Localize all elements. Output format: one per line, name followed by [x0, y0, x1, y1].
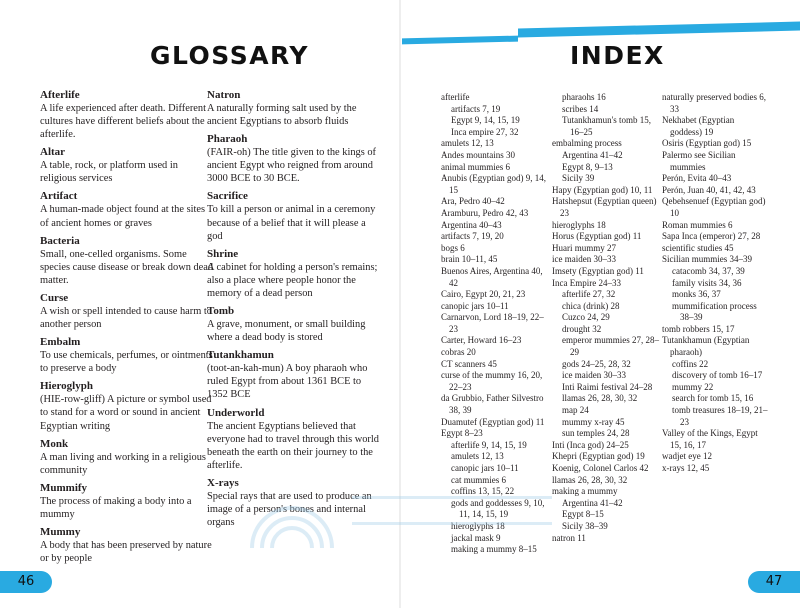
- index-entry: naturally preserved bodies 6, 33: [662, 92, 766, 114]
- index-entry: canopic jars 10–11: [441, 300, 509, 311]
- index-subentry: coffins 13, 15, 22: [451, 486, 515, 497]
- glossary-term: Embalm: [40, 336, 81, 349]
- index-subentry: sun temples 24, 28: [562, 428, 630, 439]
- index-entry: Perón, Evita 40–43: [662, 173, 732, 184]
- glossary-term: Mummy: [40, 525, 81, 538]
- glossary-term: Afterlife: [40, 89, 80, 101]
- glossary-definition: A life experienced after death. Different cultures have different beliefs about the afterlife.: [40, 103, 206, 141]
- glossary-entry: [40, 292, 215, 331]
- glossary-term: Bacteria: [40, 234, 80, 247]
- index-subentry: amulets 12, 13: [451, 451, 504, 462]
- index-subentry: gods 24–25, 28, 32: [562, 358, 631, 369]
- index-subentry: chica (drink) 28: [562, 300, 620, 311]
- index-entry: Sicilian mummies 34–39: [662, 254, 752, 265]
- index-subentry: llamas 26, 28, 30, 32: [562, 393, 638, 404]
- index-subentry: Inca empire 27, 32: [451, 126, 519, 137]
- index-entry: embalming process: [552, 138, 622, 149]
- index-subentry: coffins 22: [672, 358, 709, 369]
- glossary-definition: A wish or spell intended to cause harm to another person: [40, 305, 212, 331]
- glossary-term: Pharaoh: [207, 133, 248, 146]
- index-subentry: mummy 22: [672, 381, 714, 392]
- index-subentry: afterlife 27, 32: [562, 289, 616, 300]
- index-subentry: making a mummy 8–15: [451, 544, 537, 555]
- index-entry: animal mummies 6: [441, 161, 510, 172]
- glossary-definition: The process of making a body into a mummy: [40, 495, 192, 520]
- glossary-term: Shrine: [207, 247, 239, 260]
- glossary-definition: Small, one-celled organisms. Some species cause disease or break down dead matter.: [40, 248, 214, 286]
- watermark-logo: [232, 478, 572, 558]
- index-entry: bogs 6: [441, 242, 465, 253]
- index-subentry: monks 36, 37: [672, 289, 721, 300]
- glossary-entry: [40, 336, 215, 375]
- glossary-left-column: [40, 89, 215, 570]
- index-entry: Carnarvon, Lord 18–19, 22–23: [441, 312, 544, 334]
- index-entry: CT scanners 45: [441, 358, 497, 369]
- glossary-term: Artifact: [40, 190, 78, 203]
- glossary-term: Tomb: [207, 305, 235, 318]
- glossary-entry: [40, 146, 215, 185]
- index-entry: Egypt 8–23: [441, 428, 483, 439]
- index-entry: making a mummy: [552, 486, 618, 497]
- glossary-definition: (FAIR-oh) The title given to the kings of ancient Egypt who reigned from around 3000 BCE to 30 BCE.: [207, 147, 377, 185]
- index-entry: Inca Empire 24–33: [552, 277, 621, 288]
- glossary-term: X-rays: [207, 476, 239, 489]
- index-entry: Sapa Inca (emperor) 27, 28: [662, 231, 761, 242]
- index-subentry: family visits 34, 36: [672, 277, 742, 288]
- index-subentry: catacomb 34, 37, 39: [672, 265, 745, 276]
- index-subentry: Sicily 39: [562, 173, 595, 184]
- index-entry: ice maiden 30–33: [552, 254, 616, 265]
- index-entry: x-rays 12, 45: [662, 463, 710, 473]
- glossary-entry: [40, 190, 215, 229]
- index-subentry: hieroglyphs 18: [451, 520, 505, 531]
- index-entry: Osiris (Egyptian god) 15: [662, 138, 752, 149]
- index-subentry: scribes 14: [562, 103, 599, 114]
- index-entry: Imsety (Egyptian god) 11: [552, 265, 644, 276]
- glossary-term: Mummify: [40, 481, 88, 494]
- index-entry: Valley of the Kings, Egypt 15, 16, 17: [662, 428, 758, 450]
- index-entry: wadjet eye 12: [662, 451, 712, 462]
- glossary-definition: The ancient Egyptians believed that everyone had to travel through this world beneath the earth on their journey to the afterlife.: [207, 420, 379, 471]
- index-subentry: map 24: [562, 405, 589, 416]
- index-column: [662, 92, 768, 475]
- index-subentry: Cuzco 24, 29: [562, 312, 610, 323]
- glossary-entry: [207, 305, 382, 344]
- page-number-tab: [0, 571, 52, 593]
- glossary-term: Tutankhamun: [207, 349, 274, 362]
- index-subentry: tomb treasures 18–19, 21–23: [672, 405, 768, 427]
- index-entry: Ara, Pedro 40–42: [441, 196, 505, 207]
- glossary-definition: (toot-an-kah-mun) A boy pharaoh who ruled Egypt from about 1361 BCE to 1352 BCE: [207, 363, 368, 401]
- index-entry: Inti (Inca god) 24–25: [552, 439, 629, 450]
- index-entry: scientific studies 45: [662, 242, 734, 253]
- index-entry: hieroglyphs 18: [552, 219, 606, 230]
- page-number-tab: [748, 571, 800, 593]
- index-column: [552, 92, 660, 544]
- glossary-entry: [40, 482, 215, 521]
- glossary-entry: [207, 407, 382, 472]
- index-entry: artifacts 7, 19, 20: [441, 231, 504, 242]
- index-subentry: Tutankhamun's tomb 15, 16–25: [562, 115, 652, 137]
- glossary-entry: [207, 133, 382, 185]
- index-subentry: mummification process 38–39: [672, 300, 757, 323]
- index-title: INDEX: [570, 41, 665, 70]
- index-entry: Roman mummies 6: [662, 219, 733, 230]
- glossary-entry: [40, 380, 215, 432]
- index-entry: Hatshepsut (Egyptian queen) 23: [552, 196, 657, 218]
- glossary-term: Sacrifice: [207, 190, 248, 203]
- index-subentry: emperor mummies 27, 28–29: [562, 335, 659, 358]
- index-subentry: ice maiden 30–33: [562, 370, 626, 381]
- glossary-entry: [207, 89, 382, 128]
- glossary-term: Altar: [40, 146, 66, 159]
- index-subentry: discovery of tomb 16–17: [672, 370, 763, 381]
- index-subentry: Argentina 41–42: [562, 497, 623, 508]
- glossary-definition: Special rays that are used to produce an image of a person's bones and internal organs: [207, 490, 372, 529]
- index-entry: Tutankhamun (Egyptian pharaoh): [662, 335, 750, 358]
- index-entry: curse of the mummy 16, 20, 22–23: [441, 370, 543, 392]
- index-subentry: search for tomb 15, 16: [672, 393, 754, 404]
- index-entry: amulets 12, 13: [441, 138, 494, 149]
- index-subentry: Inti Raimi festival 24–28: [562, 381, 653, 392]
- index-entry: llamas 26, 28, 30, 32: [552, 474, 628, 485]
- index-entry: Aramburu, Pedro 42, 43: [441, 207, 529, 218]
- index-entry: da Grubbio, Father Silvestro 38, 39: [441, 393, 544, 416]
- glossary-definition: A body that has been preserved by nature or by people: [40, 539, 212, 565]
- accent-stripe: [402, 36, 518, 45]
- index-subentry: gods and goddesses 9, 10, 11, 14, 15, 19: [451, 497, 545, 520]
- glossary-entry: [40, 235, 215, 287]
- page-number: 46: [17, 574, 35, 589]
- index-subentry: afterlife 9, 14, 15, 19: [451, 439, 527, 450]
- glossary-definition: A human-made object found at the sites of ancient homes or graves: [40, 204, 206, 229]
- index-entry: Perón, Juan 40, 41, 42, 43: [662, 184, 756, 195]
- glossary-term: Natron: [207, 89, 241, 101]
- index-entry: afterlife: [441, 92, 470, 102]
- glossary-definition: A cabinet for holding a person's remains; also a place where people honor the memory of a dead person: [207, 261, 378, 299]
- index-entry: tomb robbers 15, 17: [662, 323, 735, 334]
- index-subentry: Egypt 8–15: [562, 509, 604, 520]
- glossary-right-column: [207, 89, 382, 534]
- index-subentry: Argentina 41–42: [562, 149, 623, 160]
- index-subentry: Egypt 8, 9–13: [562, 161, 613, 172]
- index-entry: brain 10–11, 45: [441, 254, 498, 265]
- index-subentry: jackal mask 9: [451, 532, 501, 543]
- index-subentry: drought 32: [562, 323, 602, 334]
- index-subentry: Egypt 9, 14, 15, 19: [451, 115, 520, 126]
- glossary-definition: A table, rock, or platform used in religious services: [40, 160, 178, 185]
- glossary-term: Underworld: [207, 406, 265, 419]
- index-subentry: mummy x-ray 45: [562, 416, 625, 427]
- index-entry: Khepri (Egyptian god) 19: [552, 451, 645, 462]
- glossary-entry: [40, 438, 215, 477]
- glossary-entry: [207, 248, 382, 300]
- glossary-title: GLOSSARY: [150, 41, 310, 70]
- index-entry: Argentina 40–43: [441, 219, 502, 230]
- glossary-definition: (HIE-row-gliff) A picture or symbol used to stand for a word or sound in ancient Egyptian writing: [40, 394, 212, 432]
- index-entry: Huari mummy 27: [552, 242, 616, 253]
- glossary-term: Monk: [40, 437, 69, 450]
- index-subentry: Sicily 38–39: [562, 520, 608, 531]
- index-entry: Cairo, Egypt 20, 21, 23: [441, 289, 526, 300]
- index-entry: Nekhabet (Egyptian goddess) 19: [662, 115, 735, 137]
- accent-stripe: [518, 22, 800, 38]
- index-entry: Buenos Aires, Argentina 40, 42: [441, 265, 543, 288]
- index-entry: Palermo see Sicilian mummies: [662, 149, 736, 172]
- index-entry: Qebehsenuef (Egyptian god) 10: [662, 196, 766, 218]
- page-number: 47: [765, 574, 783, 589]
- glossary-term: Curse: [40, 291, 69, 304]
- glossary-entry: [40, 526, 215, 565]
- index-subentry: cat mummies 6: [451, 474, 506, 485]
- index-entry: cobras 20: [441, 347, 476, 358]
- glossary-definition: To kill a person or animal in a ceremony because of a belief that it will please a god: [207, 204, 376, 242]
- index-entry: Anubis (Egyptian god) 9, 14, 15: [441, 173, 546, 195]
- glossary-term: Hieroglyph: [40, 380, 93, 393]
- index-subentry: canopic jars 10–11: [451, 463, 519, 473]
- index-subentry: artifacts 7, 19: [451, 103, 501, 114]
- index-entry: Carter, Howard 16–23: [441, 335, 522, 346]
- glossary-definition: A man living and working in a religious community: [40, 451, 206, 476]
- glossary-definition: A naturally forming salt used by the ancient Egyptians to absorb fluids: [207, 103, 357, 128]
- index-entry: Duamutef (Egyptian god) 11: [441, 416, 545, 427]
- glossary-entry: [40, 89, 215, 141]
- glossary-entry: [207, 349, 382, 401]
- index-entry: Andes mountains 30: [441, 149, 515, 160]
- index-entry: natron 11: [552, 532, 586, 543]
- index-entry: Koenig, Colonel Carlos 42: [552, 463, 649, 473]
- index-subentry: pharaohs 16: [562, 92, 606, 102]
- index-entry: Hapy (Egyptian god) 10, 11: [552, 184, 653, 195]
- glossary-definition: A grave, monument, or small building where a dead body is stored: [207, 319, 366, 344]
- glossary-definition: To use chemicals, perfumes, or ointments to preserve a body: [40, 350, 213, 375]
- index-entry: Horus (Egyptian god) 11: [552, 231, 642, 242]
- glossary-entry: [207, 190, 382, 242]
